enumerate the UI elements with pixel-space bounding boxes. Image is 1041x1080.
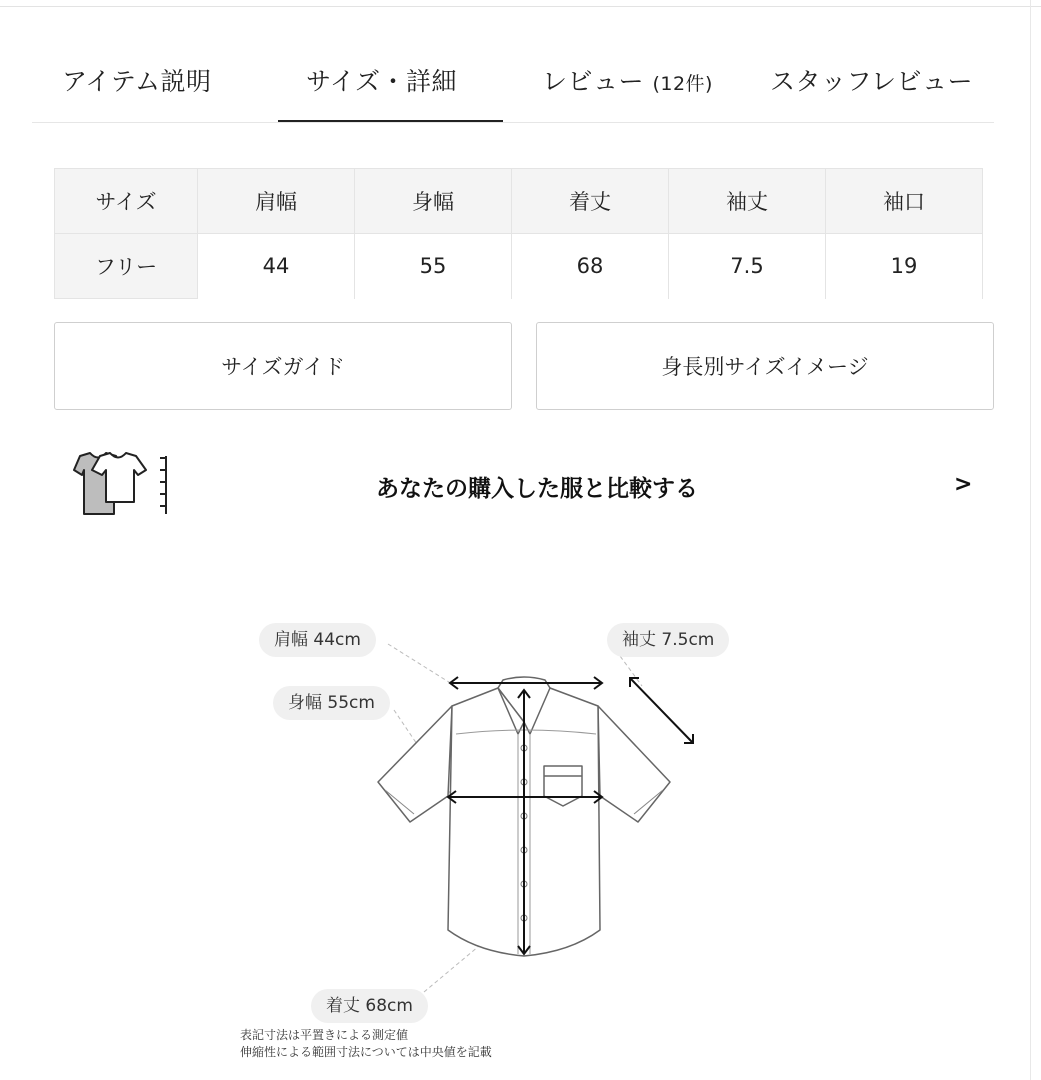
table-header-cell: サイズ [55,169,198,234]
shirt-diagram-svg [0,600,1041,1070]
height-size-image-button[interactable] [536,322,994,410]
size-guide-button[interactable] [54,322,512,410]
size-name-cell: フリー [55,234,198,299]
measurement-diagram [0,600,1041,1070]
table-header-cell: 身幅 [355,169,512,234]
shoulder-leader-line [388,644,452,684]
tab-staff-reviews[interactable] [770,62,973,98]
size-guide-label: サイズガイド [221,355,345,379]
tab-label: レビュー [542,67,645,96]
sleeve-measure-label: 袖丈 7.5cm [607,623,729,657]
compare-label: あなたの購入した服と比較する [376,476,698,502]
tshirt-compare-icon [62,448,174,520]
compare-purchased-clothes-link[interactable] [54,446,992,526]
width-measure-label: 身幅 55cm [273,686,390,720]
tab-label: スタッフレビュー [770,67,974,96]
top-divider [0,6,1041,7]
measurement-note: 伸縮性による範囲寸法については中央値を記載 [240,1045,492,1059]
tab-label: アイテム説明 [62,67,212,96]
chevron-right-icon: > [954,472,973,497]
length-measure-label: 着丈 68cm [311,989,428,1023]
table-header-row [55,169,983,234]
active-tab-indicator [278,120,503,122]
review-count: (12件) [652,73,713,95]
size-table [54,168,983,299]
table-header-cell: 着丈 [512,169,669,234]
table-cell: 55 [355,234,512,299]
height-size-image-label: 身長別サイズイメージ [661,355,869,379]
table-row [55,234,983,299]
table-cell: 7.5 [669,234,826,299]
table-cell: 68 [512,234,669,299]
table-cell: 44 [198,234,355,299]
shoulder-measure-label: 肩幅 44cm [259,623,376,657]
tab-label: サイズ・詳細 [306,67,458,96]
table-cell: 19 [826,234,983,299]
table-header-cell: 袖丈 [669,169,826,234]
measurement-note: 表記寸法は平置きによる測定値 [240,1028,409,1042]
tab-item-description[interactable] [62,62,212,98]
tab-reviews[interactable] [542,62,713,98]
tab-size-details[interactable] [306,62,457,98]
table-header-cell: 肩幅 [198,169,355,234]
tab-bar [32,50,994,123]
table-header-cell: 袖口 [826,169,983,234]
